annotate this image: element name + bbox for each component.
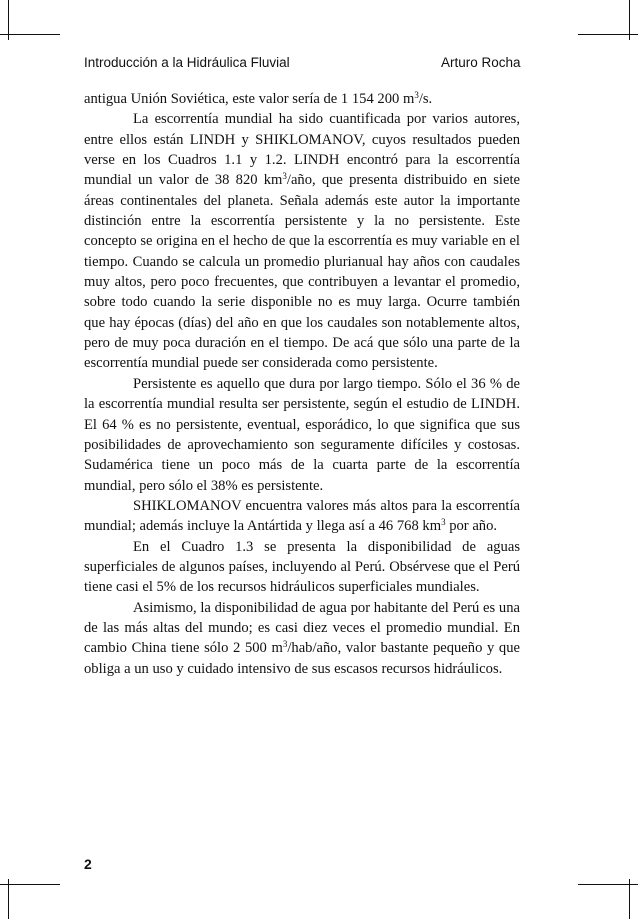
body-text [84, 89, 520, 679]
crop-mark-bottom-right [629, 879, 630, 919]
crop-mark-top-left-h [0, 34, 60, 35]
header-book-title: Introducción a la Hidráulica Fluvial [84, 55, 290, 70]
crop-mark-top-right-h [578, 34, 638, 35]
paragraph-5: En el Cuadro 1.3 se presenta la disponibilidad de aguas superficiales de algunos países, incluyendo al Perú. Obsérvese que el Perú tiene casi el 5% de los recursos hidráulicos superficiales mundiales. [84, 538, 520, 596]
paragraph-4: SHIKLOMANOV encuentra valores más altos para la escorrentía mundial; además incluye la Antártida y llega así a 46 768 $km^3$ por año. [84, 497, 520, 535]
crop-mark-bottom-left-h [0, 884, 60, 885]
page-number: 2 [84, 856, 92, 872]
crop-mark-bottom-right-h [578, 884, 638, 885]
header-author: Arturo Rocha [441, 55, 521, 70]
paragraph-2: La escorrentía mundial ha sido cuantificada por varios autores, entre ellos están LINDH y SHIKLOMANOV, cuyos resultados pueden verse en los Cuadros 1.1 y 1.2. LINDH encontró para la escorrentía mundial un valor de 38 820 $km^3$/año, que presenta distribuido en siete áreas continentales del planeta. Señala además este autor la importante distinción entre la escorrentía persistente y la no persistente. Este concepto se origina en el hecho de que la escorrentía es muy variable en el tiempo. Cuando se calcula un promedio plurianual hay años con caudales muy altos, pero poco frecuentes, que contribuyen a levantar el promedio, sobre todo cuando la serie disponible no es muy larga. Ocurre también que hay épocas (días) del año en que los caudales son notablemente altos, pero de muy poca duración en el tiempo. De acá que sólo una parte de la escorrentía mundial puede ser considerada como persistente. [84, 111, 520, 372]
paragraph-3: Persistente es aquello que dura por largo tiempo. Sólo el 36 % de la escorrentía mundial resulta ser persistente, según el estudio de LINDH. El 64 % es no persistente, eventual, esporádico, lo que significa que sus posibilidades de aprovechamiento son seguramente difíciles y costosas. Sudamérica tiene un poco más de la cuarta parte de la escorrentía mundial, pero sólo el 38% es persistente. [84, 375, 520, 494]
paragraph-1: antigua Unión Soviética, este valor sería de 1 154 200 $m^3/s$. [84, 90, 433, 107]
paragraph-6: Asimismo, la disponibilidad de agua por habitante del Perú es una de las más altas del mundo; es casi diez veces el promedio mundial. En cambio China tiene sólo 2 500 $m^3/hab$/año, valor bastante pequeño y que obliga a un uso y cuidado intensivo de sus escasos recursos hidráulicos. [84, 599, 521, 677]
crop-mark-bottom-left [8, 879, 9, 919]
